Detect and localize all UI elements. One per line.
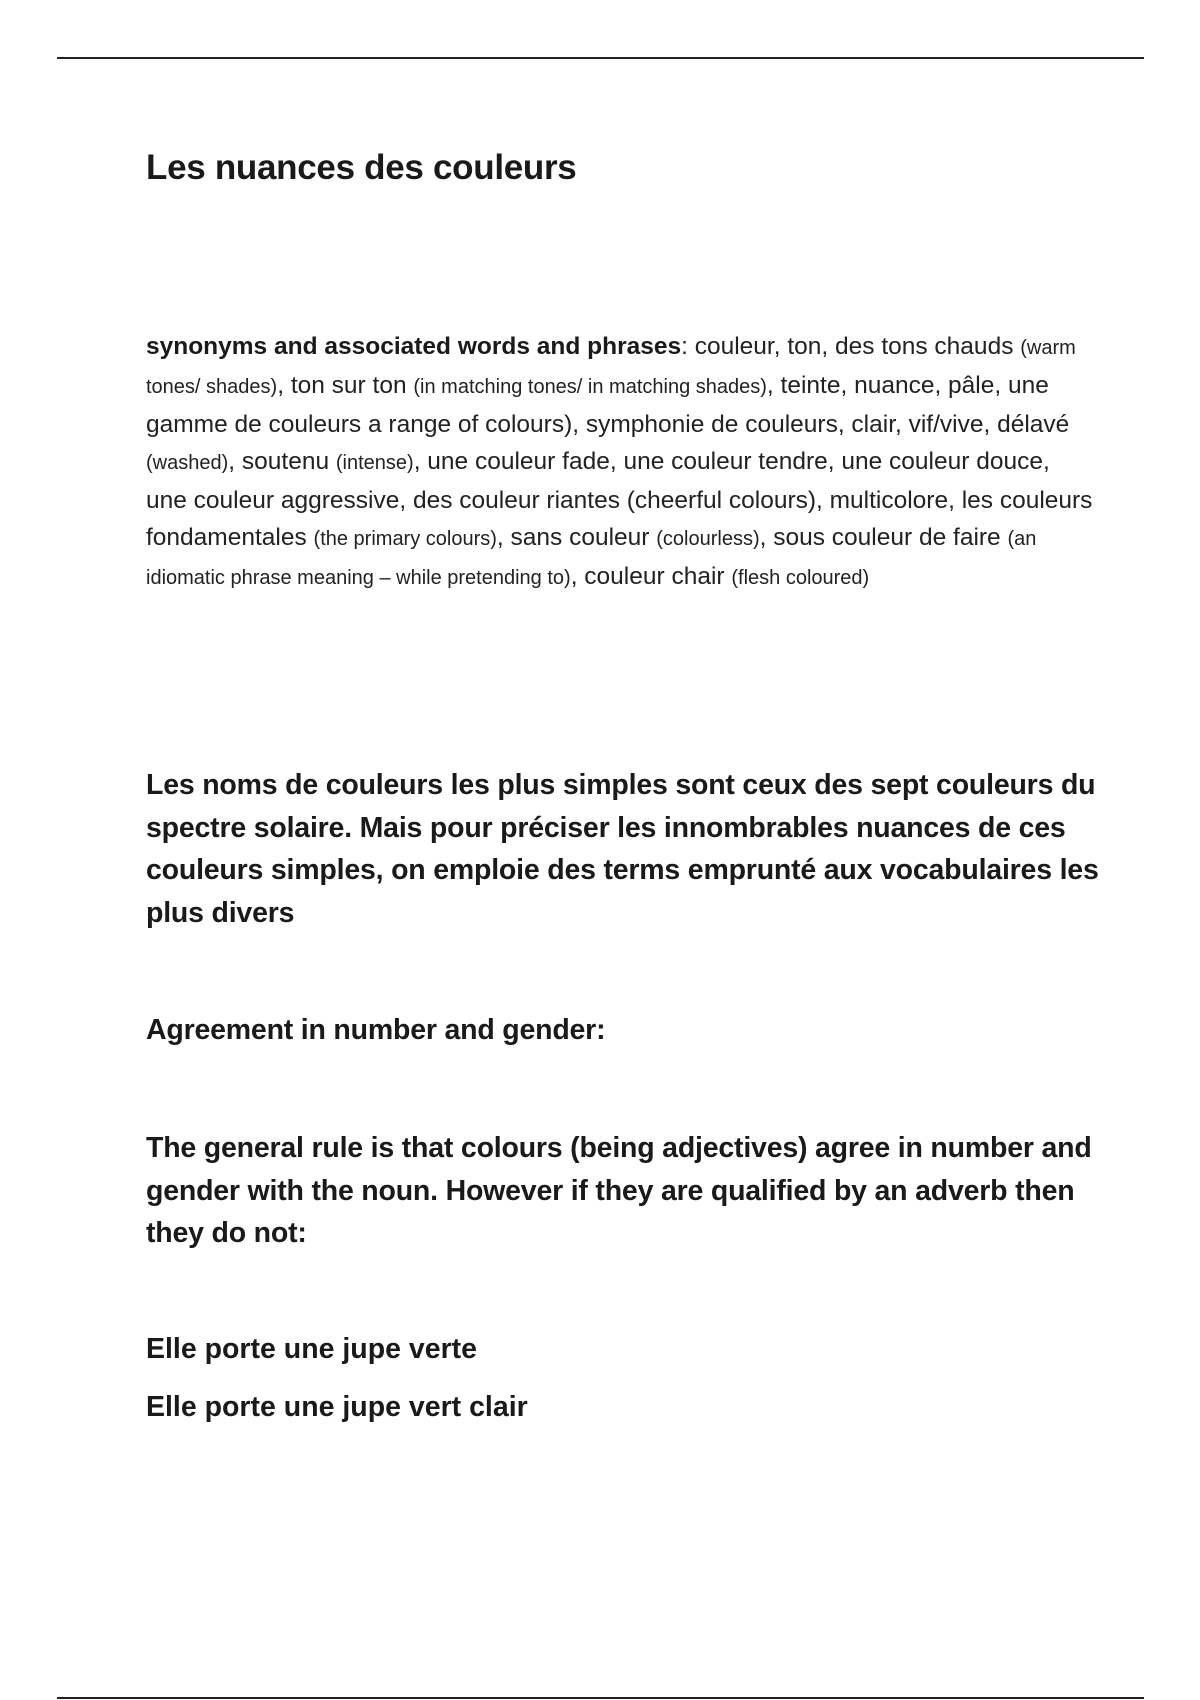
synonym-term: , teinte, nuance, pâle, une gamme de couleurs a range of colours), symphonie de couleurs, clair, vif/vive, délavé <box>146 372 1070 438</box>
synonyms-lead: synonyms and associated words and phrases <box>146 333 682 360</box>
example-sentence-1: Elle porte une jupe verte <box>146 1333 478 1365</box>
page-title: Les nuances des couleurs <box>146 148 577 187</box>
bottom-rule <box>57 1697 1144 1699</box>
synonym-gloss: (warm tones/ shades) <box>146 337 1076 398</box>
synonym-gloss: (washed) <box>146 452 229 474</box>
example-sentence-2: Elle porte une jupe vert clair <box>146 1391 528 1423</box>
synonym-gloss: (colourless) <box>656 528 760 550</box>
rule-paragraph: The general rule is that colours (being adjectives) agree in number and gender with the noun. However if they are qualified by an adverb then they do not: <box>146 1132 1092 1249</box>
synonym-gloss: (an idiomatic phrase meaning – while pretending to) <box>146 528 1037 589</box>
synonym-term: , sous couleur de faire <box>759 524 1008 551</box>
synonym-term: , sans couleur <box>496 524 657 551</box>
top-rule <box>57 57 1144 59</box>
synonym-gloss: (the primary colours) <box>313 528 497 550</box>
synonym-term: , une couleur fade, une couleur tendre, une couleur douce, une couleur aggressive, des couleur riantes (cheerful colours), multicolore, les couleurs fondamentales <box>146 448 1093 551</box>
synonym-term: : couleur, ton, des tons chauds <box>681 333 1021 360</box>
agreement-heading: Agreement in number and gender: <box>146 1014 606 1046</box>
synonym-gloss: (in matching tones/ in matching shades) <box>413 376 767 398</box>
synonym-term: , couleur chair <box>570 563 732 590</box>
synonyms-list <box>146 333 1092 590</box>
intro-paragraph: Les noms de couleurs les plus simples sont ceux des sept couleurs du spectre solaire. Mais pour préciser les innombrables nuances de ces couleurs simples, on emploie des terms emprunté aux vocabulaires les plus divers <box>146 769 1099 929</box>
synonym-term: , ton sur ton <box>277 372 414 399</box>
synonyms-paragraph <box>146 328 1096 597</box>
synonym-gloss: (flesh coloured) <box>731 567 870 589</box>
synonym-gloss: (intense) <box>335 452 414 474</box>
synonym-term: , soutenu <box>228 448 336 475</box>
